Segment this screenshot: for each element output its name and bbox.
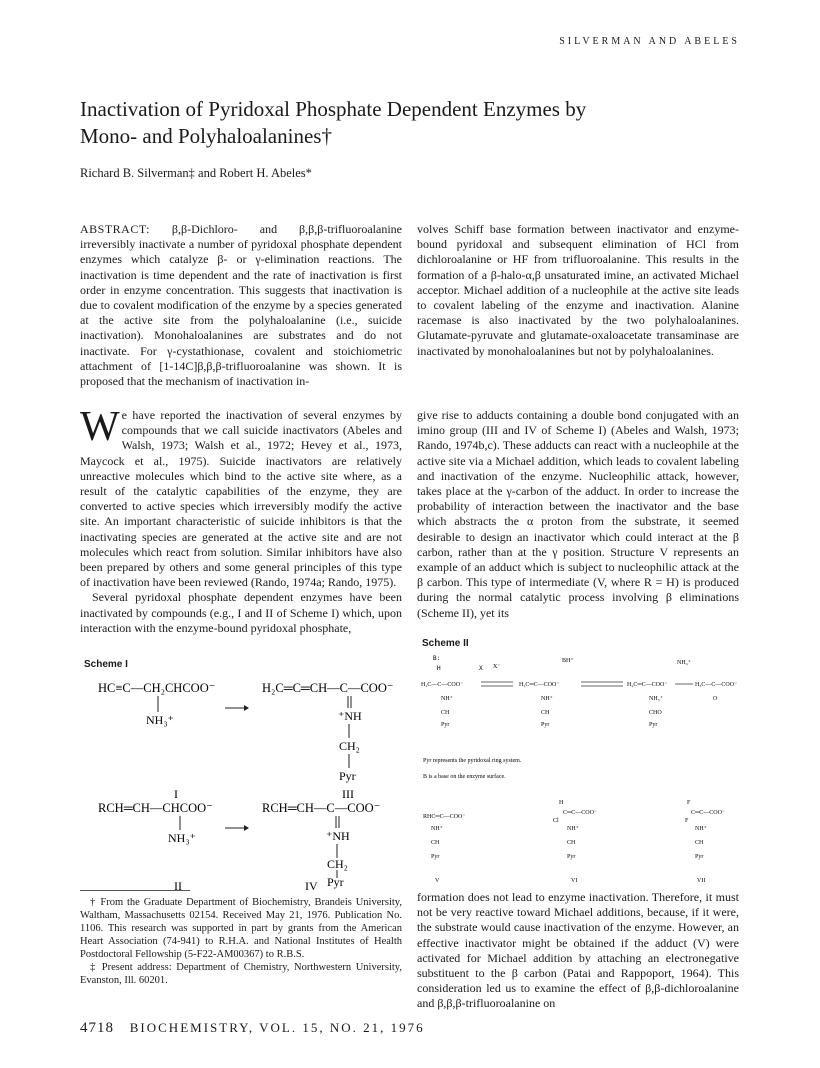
compound-1-formula: HC≡C—CH₂CHCOO⁻ xyxy=(98,681,216,695)
structure-vii-pyr: Pyr xyxy=(695,854,704,860)
substrate-formula: H₂C—C—COO⁻ xyxy=(421,682,464,688)
pyruvate-oxygen: O xyxy=(713,696,718,702)
halide-ion: X⁻ xyxy=(493,664,501,670)
structure-vi-formula: C═C—COO⁻ xyxy=(563,810,598,816)
journal-citation: BIOCHEMISTRY, VOL. 15, NO. 21, 1976 xyxy=(129,1020,425,1035)
compound-3-number: III xyxy=(342,787,354,801)
intro-paragraph xyxy=(80,404,402,590)
body-paragraph-2: Several pyridoxal phosphate dependent enzymes have been inactivated by compounds (e.g., I and II of Scheme I) which, upon interaction with the enzyme-bound pyridoxal phosphate, xyxy=(80,590,402,635)
drop-cap: W xyxy=(80,404,120,450)
footnote-present-address: ‡ Present address: Department of Chemistry, Northwestern University, Evanston, Ill. 60201. xyxy=(80,962,402,986)
body-left-column xyxy=(80,404,402,636)
structure-vii-imine: NH⁺ xyxy=(695,826,707,832)
structure-vi-h: H xyxy=(559,800,564,806)
substrate-pyr: Pyr xyxy=(441,722,450,728)
body-right-paragraph: give rise to adducts containing a double bond conjugated with an imino group (III and IV of Scheme I) (Abeles and Walsh, 1973; Rando, 1974b,c). These adducts can react with a nucleophile at the active site via a Michael addition, which leads to covalent labeling and inactivation of the enzyme. Nucleophilic attack, however, takes place at the γ-carbon of the adduct. In order to increase the probability of interaction between the inactivator and the base which abstracts the α proton from the substrate, it seemed desirable to design an inactivator which could interact at the β carbon, rather than at the γ position. Structure V represents an example of an adduct which is subject to nucleophilic attack at the β carbon. This type of intermediate (V, where R = H) is produced during the normal catalytic process involving β eliminations (Scheme II), yet its xyxy=(417,408,739,620)
structure-vi-imine: NH⁺ xyxy=(567,826,579,832)
running-head: SILVERMAN AND ABELES xyxy=(559,36,740,47)
structure-vi-cl: Cl xyxy=(553,818,559,824)
arrow-head xyxy=(244,705,249,711)
structure-vii-f1: F xyxy=(687,800,691,806)
compound-4-pyr: Pyr xyxy=(327,875,344,889)
scheme-1-label: Scheme I xyxy=(84,659,128,670)
structure-vii-f2: F xyxy=(685,818,689,824)
structure-v-ch: CH xyxy=(431,840,440,846)
compound-3-pyr: Pyr xyxy=(339,769,356,783)
scheme-2-diagram xyxy=(417,650,747,886)
abstract-right-column: volves Schiff base formation between inactivator and enzyme-bound pyridoxal and subsequent elimination of HCl from dichloroalanine or HF from trifluoroalanine. This results in the formation of a β-halo-α,β unsaturated imine, an activated Michael acceptor. Michael addition of a nucleophile at the active site leads to covalent labeling of the enzyme and inactivation. Alanine racemase is also inactivated by the two polyhaloalanines. Glutamate-pyruvate and glutamate-oxaloacetate transaminase are inactivated by monohaloalanines but not by polyhaloalanines. xyxy=(417,222,739,358)
scheme-2-note-base: B is a base on the enzyme surface. xyxy=(423,774,506,780)
aminoacrylate-imine: NH⁺ xyxy=(541,696,553,702)
aminoacrylate-ch: CH xyxy=(541,710,550,716)
compound-2-formula: RCH═CH—CHCOO⁻ xyxy=(98,801,213,815)
scheme-2-label: Scheme II xyxy=(422,638,469,649)
structure-vi-number: VI xyxy=(571,878,578,884)
footnote-affiliation: † From the Graduate Department of Biochemistry, Brandeis University, Waltham, Massachusetts 02154. Received May 21, 1976. Publication No. 1106. This research was supported in part by grants from the American Heart Association (74-941) to R.H.A. and National Institutes of Health Postdoctoral Fellowship (5-F22-AM00367) to R.B.S. xyxy=(80,897,402,960)
enamine-formula: H₂C═C—COO⁻ xyxy=(627,682,668,688)
leaving-group-label: X xyxy=(479,665,483,672)
structure-v-imine: NH⁺ xyxy=(431,826,443,832)
body-right-column xyxy=(417,408,739,621)
structure-vii-formula: C═C—COO⁻ xyxy=(691,810,726,816)
ammonium-ion: NH₄⁺ xyxy=(677,660,691,666)
scheme-1-diagram xyxy=(80,672,410,892)
compound-1-number: I xyxy=(174,787,178,801)
structure-v-formula: RHC═C—COO⁻ xyxy=(423,814,466,820)
author-line: Richard B. Silverman‡ and Robert H. Abeles* xyxy=(80,166,312,180)
compound-2-amine: NH₃⁺ xyxy=(168,831,196,845)
article-title: Inactivation of Pyridoxal Phosphate Dependent Enzymes by Mono- and Polyhaloalanines† xyxy=(80,97,587,148)
proton-label: H xyxy=(437,665,441,672)
footnote-divider xyxy=(80,890,190,891)
structure-vii-number: VII xyxy=(697,878,706,884)
compound-4-ch2: CH₂ xyxy=(327,857,348,871)
compound-4-imine: ⁺NH xyxy=(326,829,350,843)
abstract-text-left: β,β-Dichloro- and β,β,β-trifluoroalanine irreversibly inactivate a number of pyridoxal phosphate dependent enzymes which catalyze β- or γ-elimination reactions. The inactivation is time dependent and the rate of inactivation is first order in enzyme concentration. This suggests that inactivation is due to covalent modification of the enzyme by a species generated at the active site from the polyhaloalanine (i.e., suicide inactivation). Monohaloalanines are substrates and do not inactivate. For γ-cystathionase, covalent and stoichiometric attachment of [1-14C]β,β,β-trifluoroalanine was shown. It is proposed that the mechanism of inactivation in- xyxy=(80,222,402,389)
body-right-paragraph-2: formation does not lead to enzyme inactivation. Therefore, it must not be very reactive toward Michael additions, because, if it were, the substrate would cause inactivation of the enzyme. However, an effective inactivator might be obtained if the adduct (V) were activated for Michael addition by attaching an electronegative substituent to the β carbon (Patai and Rappoport, 1964). This consideration led us to examine the effect of β,β-dichloroalanine and β,β,β-trifluoroalanine on xyxy=(417,890,739,1011)
structure-v-pyr: Pyr xyxy=(431,854,440,860)
abstract-left-column xyxy=(80,222,402,389)
footnotes xyxy=(80,896,402,987)
substrate-ch: CH xyxy=(441,710,450,716)
structure-v-number: V xyxy=(435,878,440,884)
pyruvate-formula: H₃C—C—COO⁻ xyxy=(695,682,738,688)
enamine-amine: NH₃⁺ xyxy=(649,696,663,702)
structure-vii-ch: CH xyxy=(695,840,704,846)
body-right-continuation xyxy=(417,890,739,1012)
pyridoxal-cho: CHO xyxy=(649,710,662,716)
substrate-imine: NH⁺ xyxy=(441,696,453,702)
base-label: B: xyxy=(433,655,441,662)
aminoacrylate-pyr: Pyr xyxy=(541,722,550,728)
compound-3-imine: ⁺NH xyxy=(338,709,362,723)
compound-3-ch2: CH₂ xyxy=(339,739,360,753)
abstract-label: ABSTRACT: xyxy=(80,222,150,236)
structure-vi-ch: CH xyxy=(567,840,576,846)
pyridoxal-pyr: Pyr xyxy=(649,722,658,728)
compound-3-formula: H₂C═C═CH—C—COO⁻ xyxy=(262,681,394,695)
structure-vi-pyr: Pyr xyxy=(567,854,576,860)
compound-4-formula: RCH═CH—C—COO⁻ xyxy=(262,801,381,815)
page-number: 4718 xyxy=(80,1020,114,1036)
page-footer xyxy=(80,1020,425,1037)
intro-text: e have reported the inactivation of several enzymes by compounds that we call suicide inactivators (Abeles and Walsh, 1973; Walsh et al., 1972; Hevey et al., 1973, Maycock et al., 1975). Suicide inactivators are relatively unreactive molecules which bind to the active site where, as a result of the catalytic capabilities of the enzyme, they are converted to active species which irreversibly modify the active site. An important characteristic of suicide inhibitors is that the inactivating species are generated at the active site and are not molecules which react from solution. Similar inhibitors have also been prepared by others and some general principles of this type of inactivation have been reviewed (Rando, 1974a; Rando, 1975). xyxy=(80,408,402,590)
arrow-head xyxy=(244,825,249,831)
protonated-base: BH⁺ xyxy=(562,658,574,664)
compound-4-number: IV xyxy=(305,879,318,892)
scheme-2-note-pyr: Pyr represents the pyridoxal ring system. xyxy=(423,758,522,764)
aminoacrylate-formula: H₂C═C—COO⁻ xyxy=(519,682,560,688)
compound-2-number: II xyxy=(174,879,182,892)
compound-1-amine: NH₃⁺ xyxy=(146,713,174,727)
